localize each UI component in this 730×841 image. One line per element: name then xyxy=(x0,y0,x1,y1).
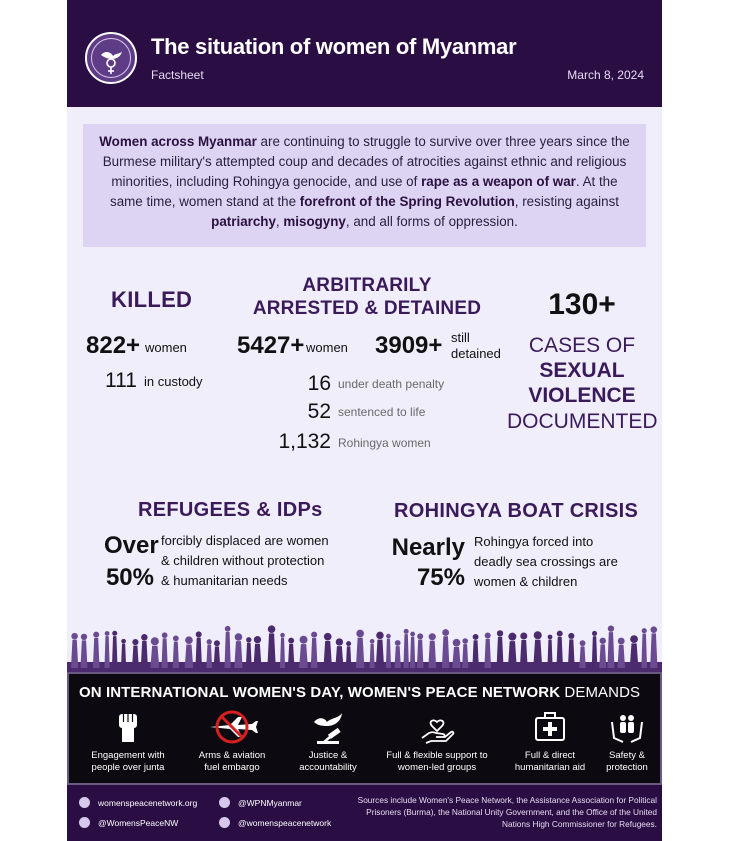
sv-line: SEXUAL xyxy=(539,359,625,382)
demand-support: Full & flexible support to women-led groups xyxy=(374,710,500,774)
detail-label: sentenced to life xyxy=(338,405,426,419)
boat-heading: ROHINGYA BOAT CRISIS xyxy=(394,500,639,522)
still-detained-label: still detained xyxy=(451,330,501,361)
footer-instagram[interactable]: @womenspeacenetwork xyxy=(219,817,331,828)
detail-count: 1,132 xyxy=(278,430,331,453)
refugees-text: forcibly displaced are women & children without protection & humanitarian needs xyxy=(161,533,329,588)
intro-emphasis: Women across Myanmar xyxy=(99,134,257,149)
demand-embargo: Arms & aviation fuel embargo xyxy=(183,710,281,774)
protective-hands-family-icon xyxy=(609,710,645,744)
arrested-women-label: women xyxy=(306,340,348,355)
footer-sources: Sources include Women's Peace Network, the Assistance Association for Political Prisoners (Burma), the National Unity Government, and the Office of the United Nations High Commissioner for Refugees. xyxy=(357,795,657,829)
killed-women-label: women xyxy=(145,340,187,355)
intro-text: . At the same time, women stand at the xyxy=(110,174,618,209)
sv-line: VIOLENCE xyxy=(528,384,636,407)
intro-emphasis: rape as a weapon of war xyxy=(421,174,576,189)
detail-label: under death penalty xyxy=(338,377,445,391)
first-aid-kit-icon xyxy=(532,710,568,744)
footer xyxy=(67,785,662,841)
instagram-icon xyxy=(219,817,230,828)
page-title: The situation of women of Myanmar xyxy=(151,34,517,59)
boat-text: Rohingya forced into deadly sea crossings are women & children xyxy=(474,534,618,589)
sv-line: CASES OF xyxy=(528,334,636,357)
footer-website[interactable]: womenspeacenetwork.org xyxy=(79,797,197,808)
intro-paragraph xyxy=(83,124,646,247)
demands-panel xyxy=(67,672,662,785)
demands-title: ON INTERNATIONAL WOMEN'S DAY, WOMEN'S PEACE NETWORK DEMANDS xyxy=(79,684,641,701)
intro-emphasis: patriarchy xyxy=(211,214,276,229)
hand-heart-icon xyxy=(419,710,455,744)
sexual-violence-count: 130+ xyxy=(548,288,616,321)
intro-text: , and all forms of oppression. xyxy=(345,214,518,229)
no-aircraft-icon xyxy=(204,710,260,744)
arrested-heading: ARBITRARILY ARRESTED & DETAINED xyxy=(252,275,482,319)
facebook-icon xyxy=(219,797,230,808)
twitter-icon xyxy=(79,817,90,828)
page-subtitle: Factsheet xyxy=(151,68,204,82)
demand-aid: Full & direct humanitarian aid xyxy=(501,710,599,774)
dove-venus-icon xyxy=(97,46,125,76)
raised-fist-icon xyxy=(113,710,143,744)
detail-count: 52 xyxy=(307,400,331,423)
killed-women-count: 822+ xyxy=(86,332,141,359)
killed-heading: KILLED xyxy=(111,287,193,312)
wpn-logo xyxy=(85,32,137,84)
detail-label: Rohingya women xyxy=(338,436,431,450)
refugees-pre: Over xyxy=(104,532,159,559)
refugees-heading: REFUGEES & IDPs xyxy=(138,499,323,521)
arrested-women-count: 5427+ xyxy=(237,332,305,359)
intro-text: , xyxy=(275,214,284,229)
killed-custody-count: 111 xyxy=(105,369,137,392)
footer-facebook[interactable]: @WPNMyanmar xyxy=(219,797,302,808)
publish-date: March 8, 2024 xyxy=(567,68,644,82)
intro-emphasis: misogyny xyxy=(283,214,346,229)
header-banner xyxy=(67,0,662,107)
boat-pre: Nearly xyxy=(391,534,465,561)
footer-twitter[interactable]: @WomensPeaceNW xyxy=(79,817,178,828)
demand-safety: Safety & protection xyxy=(595,710,659,774)
detail-count: 16 xyxy=(307,372,331,395)
demand-engagement: Engagement with people over junta xyxy=(75,710,181,774)
refugees-value: 50% xyxy=(105,564,154,591)
intro-emphasis: forefront of the Spring Revolution xyxy=(299,194,515,209)
crowd-silhouette-illustration xyxy=(67,618,662,672)
intro-text: , resisting against xyxy=(514,194,619,209)
demand-justice: Justice & accountability xyxy=(283,710,373,774)
globe-icon xyxy=(79,797,90,808)
boat-value: 75% xyxy=(416,564,465,591)
still-detained-count: 3909+ xyxy=(375,332,443,359)
factsheet xyxy=(67,0,662,841)
killed-custody-label: in custody xyxy=(144,374,203,389)
dove-gavel-icon xyxy=(311,710,345,744)
sv-line: DOCUMENTED xyxy=(507,410,658,433)
intro-text: are continuing to struggle to survive over three years since the Burmese military's attempted coup and decades of atrocities against ethnic and religious minorities, including Rohingya genocide, and use of xyxy=(102,134,630,189)
